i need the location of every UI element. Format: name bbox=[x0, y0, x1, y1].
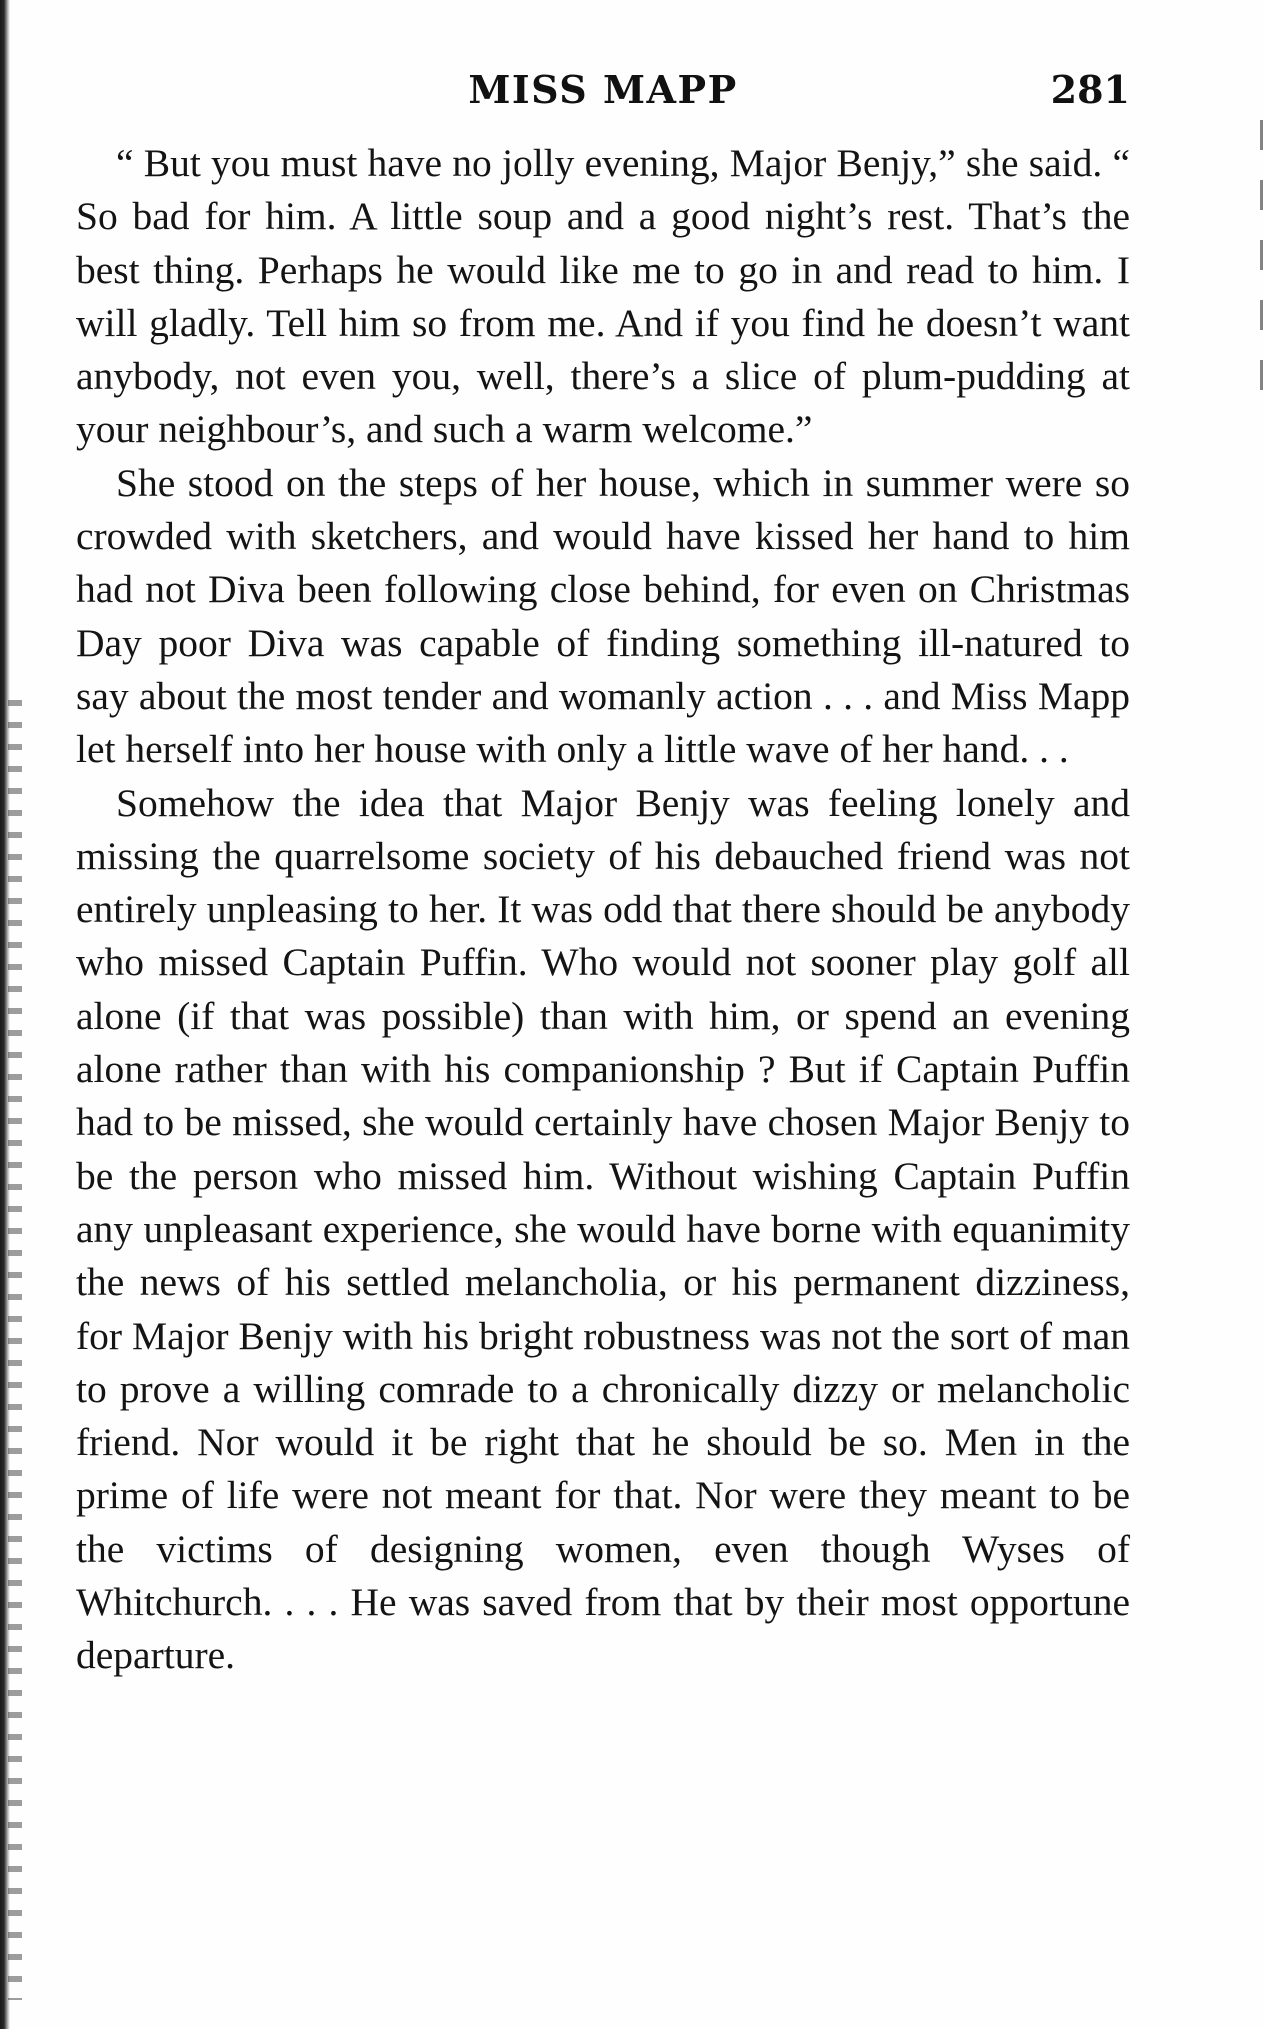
body-text bbox=[76, 137, 1130, 1683]
binding-marks bbox=[8, 700, 22, 2000]
paragraph: “ But you must have no jolly evening, Major Benjy,” she said. “ So bad for him. A little soup and a good night’s rest. That’s the best thing. Perhaps he would like me to go in and read to him. I will gladly. Tell him so from me. And if you find he doesn’t want anybody, not even you, well, there’s a slice of plum-pudding at your neighbour’s, and such a warm welcome.” bbox=[76, 141, 1130, 452]
paragraph: Somehow the idea that Major Benjy was feeling lonely and missing the quarrelsome society of his debauched friend was not entirely unpleasing to her. It was odd that there should be anybody who missed Captain Puffin. Who would not sooner play golf all alone (if that was possible) than with him, or spend an evening alone rather than with his companionship ? But if Captain Puffin had to be missed, she would certainly have chosen Major Benjy to be the person who missed him. Without wishing Captain Puffin any unpleasant experience, she would have borne with equanimity the news of his settled melancholia, or his permanent dizziness, for Major Benjy with his bright robustness was not the sort of man to prove a willing comrade to a chronically dizzy or melancholic friend. Nor would it be right that he should be so. Men in the prime of life were not meant for that. Nor were they meant to be the victims of designing women, even though Wyses of Whitchurch. . . . He was saved from that by their most opportune departure. bbox=[76, 780, 1130, 1678]
page-number: 281 bbox=[1050, 67, 1130, 112]
page-header bbox=[76, 60, 1130, 120]
paragraph: She stood on the steps of her house, which in summer were so crowded with sketchers, and would have kissed her hand to him had not Diva been following close behind, for even on Christmas Day poor Diva was capable of finding something ill-natured to say about the most tender and womanly action . . . and Miss Mapp let herself into her house with only a little wave of her hand. . . bbox=[76, 460, 1130, 772]
running-title: MISS MAPP bbox=[468, 67, 738, 112]
